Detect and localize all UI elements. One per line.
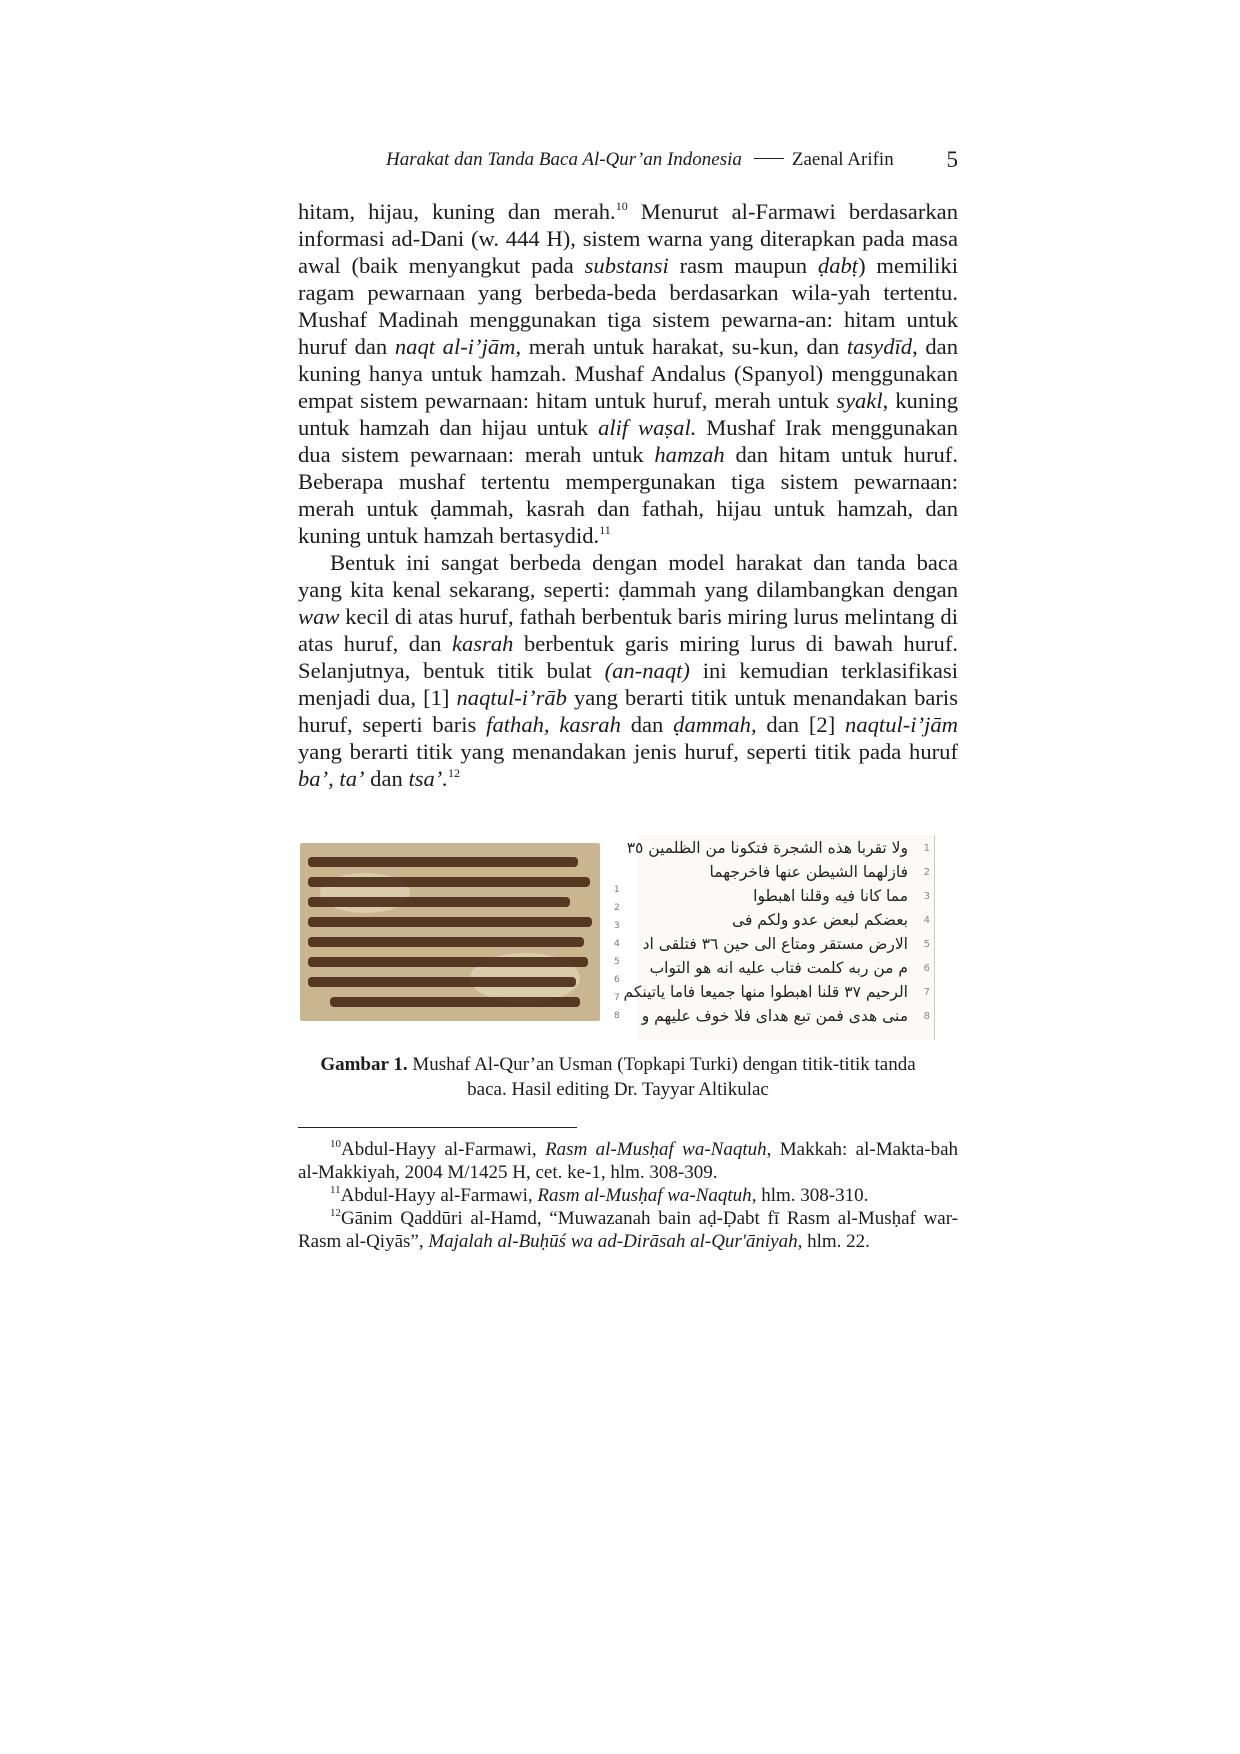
paragraph-2 [298, 549, 958, 792]
line-number: 6 [614, 975, 620, 985]
running-header [386, 142, 958, 178]
text-run: Bentuk ini sangat berbeda dengan model harakat dan tanda baca yang kita kenal sekarang, seperti: ḍammah yang dilambangkan dengan [298, 550, 958, 602]
transcript-line-number: 3 [923, 891, 930, 902]
figure-caption [298, 1052, 938, 1102]
line-number: 3 [614, 921, 620, 931]
transcript-line-number: 1 [923, 843, 930, 854]
footnote-number: 12 [330, 1207, 341, 1219]
footnote-number: 11 [330, 1184, 341, 1196]
text-run: berbentuk garis miring lurus di bawah huruf. Selanjutnya, bentuk titik bulat [298, 631, 958, 683]
manuscript-ink-line [308, 977, 576, 987]
header-dash [754, 158, 784, 159]
footnote-ref-11: 11 [599, 523, 611, 537]
footnote-source-title: Rasm al-Musḥaf wa-Naqtuh [537, 1185, 752, 1206]
footnote-text: Gānim Qaddūri al-Hamd, “Muwazanah bain aḍ-Ḍabt fī Rasm al-Musḥaf war-Rasm al-Qiyās”, [298, 1208, 958, 1252]
footnote-text: , hlm. 22. [797, 1231, 870, 1252]
arabic-text: بعضكم لبعض عدو ولكم فى [732, 911, 908, 929]
text-run: rasm maupun [668, 253, 818, 278]
arabic-text: الرحيم ٣٧ قلنا اهبطوا منها جميعا فاما ياتينكم [623, 983, 908, 1001]
italic-term: alif waṣal. [598, 415, 697, 440]
italic-term: tasydīd [846, 334, 913, 359]
italic-term: tsa’. [408, 766, 448, 791]
italic-term: syakl [836, 388, 883, 413]
manuscript-ink-line [308, 937, 584, 947]
text-run: , merah untuk harakat, su-kun, dan [515, 334, 847, 359]
footnotes [298, 1138, 958, 1253]
arabic-text: م من ربه كلمت فتاب عليه انه هو التواب [649, 959, 908, 977]
text-run: , kuning untuk hamzah dan hijau untuk [298, 388, 958, 440]
footnote-number: 10 [330, 1138, 341, 1150]
caption-line-1 [298, 1052, 938, 1077]
manuscript-ink-line [308, 857, 578, 867]
transcript-line [623, 983, 932, 1007]
footnote-source-title: Rasm al-Musḥaf wa-Naqtuh [545, 1139, 767, 1160]
italic-term: ba’, ta’ [298, 766, 365, 791]
arabic-text: ولا تقربا هذه الشجرة فتكونا من الظلمين ٣٥ [626, 839, 908, 857]
text-run: ) memiliki ragam pewarnaan yang berbeda-beda berdasarkan wila-yah tertentu. Mushaf Madinah menggunakan tiga sistem pewarna-an: hitam untuk huruf dan [298, 253, 958, 359]
line-number: 1 [614, 885, 620, 895]
line-number: 4 [614, 939, 620, 949]
manuscript-ink-line [308, 957, 588, 967]
italic-term: substansi [584, 253, 669, 278]
header-author: Zaenal Arifin [791, 149, 894, 170]
transcript-line-number: 2 [923, 867, 930, 878]
text-run: dan [2] [756, 712, 846, 737]
footnote-10 [298, 1138, 958, 1184]
transcript-line-number: 5 [923, 939, 930, 950]
italic-term: fathah, kasrah [486, 712, 621, 737]
paragraph-1 [298, 198, 958, 549]
italic-term: waw [298, 604, 340, 629]
italic-term: naqtul-i’jām [845, 712, 958, 737]
transcript-line [642, 887, 932, 911]
text-run: dan [620, 712, 674, 737]
text-run: yang berarti titik yang menandakan jenis huruf, seperti titik pada huruf [298, 739, 958, 764]
caption-line-2: baca. Hasil editing Dr. Tayyar Altikulac [467, 1079, 769, 1100]
footnote-source-title: Majalah al-Buḥūś wa ad-Dirāsah al-Qur'āniyah [428, 1231, 798, 1252]
footnote-12 [298, 1207, 958, 1253]
footnote-text: Abdul-Hayy al-Farmawi, [341, 1139, 546, 1160]
footnote-text: , hlm. 308-310. [751, 1185, 869, 1206]
italic-term: ḍammah, [673, 712, 757, 737]
text-run: Menurut al-Farmawi berdasarkan informasi ad-Dani (w. 444 H), sistem warna yang diterapkan pada masa awal (baik menyangkut pada [298, 199, 958, 278]
transcript-line [642, 1007, 932, 1031]
transcript-line-number: 8 [923, 1011, 930, 1022]
text-run: yang berarti titik untuk menandakan baris huruf, seperti baris [298, 685, 958, 737]
text-run: hitam, hijau, kuning dan merah. [298, 199, 616, 224]
manuscript-image [300, 843, 600, 1021]
line-number: 5 [614, 957, 620, 967]
manuscript-ink-line [330, 997, 580, 1007]
transcript-line [642, 911, 932, 935]
arabic-transcription [623, 835, 935, 1040]
line-number: 8 [614, 1011, 620, 1021]
transcript-line-number: 7 [923, 987, 930, 998]
text-run: Mushaf Irak menggunakan dua sistem pewarnaan: merah untuk [298, 415, 958, 467]
transcript-line [642, 935, 932, 959]
caption-label: Gambar 1. [320, 1054, 408, 1075]
body-text [298, 198, 958, 792]
transcript-line-number: 4 [923, 915, 930, 926]
italic-term: ḍabṭ [817, 253, 859, 278]
manuscript-ink-line [308, 897, 570, 907]
manuscript-line-numbers [614, 885, 628, 1029]
manuscript-ink-line [308, 877, 590, 887]
line-number: 2 [614, 903, 620, 913]
transcript-line-number: 6 [923, 963, 930, 974]
italic-term: hamzah [654, 442, 725, 467]
transcript-line [642, 863, 932, 887]
text-run: ini kemudian terklasifikasi menjadi dua, [1] [298, 658, 958, 710]
line-number: 7 [614, 993, 620, 1003]
text-run: dan [364, 766, 409, 791]
arabic-text: مما كانا فيه وقلنا اهبطوا [753, 887, 908, 905]
text-run: kecil di atas huruf, fathah berbentuk baris miring lurus melintang di atas huruf, dan [298, 604, 958, 656]
italic-term: (an-naqt) [604, 658, 690, 683]
figure-1 [298, 835, 938, 1045]
arabic-text: فازلهما الشيطن عنها فاخرجهما [709, 863, 908, 881]
footnote-text: , Makkah: al-Makta-bah al-Makkiyah, 2004 M/1425 H, cet. ke-1, hlm. 308-309. [298, 1139, 959, 1183]
manuscript-ink-line [308, 917, 592, 927]
footnote-11 [298, 1184, 958, 1207]
arabic-text: منى هدى فمن تبع هداى فلا خوف عليهم و [641, 1007, 908, 1025]
page-number: 5 [946, 147, 958, 172]
arabic-text: الارض مستقر ومتاع الى حين ٣٦ فتلقى اد [642, 935, 908, 953]
transcript-line [626, 839, 932, 863]
italic-term: kasrah [451, 631, 514, 656]
italic-term: naqtul-i’rāb [456, 685, 567, 710]
footnote-text: Abdul-Hayy al-Farmawi, [340, 1185, 538, 1206]
transcript-line [642, 959, 932, 983]
footnote-ref-12: 12 [447, 766, 460, 780]
footnote-ref-10: 10 [615, 199, 628, 213]
text-run: dan hitam untuk huruf. Beberapa mushaf tertentu mempergunakan tiga sistem pewarnaan: merah untuk ḍammah, kasrah dan fathah, hijau untuk hamzah, dan kuning untuk hamzah bertasydid. [298, 442, 958, 548]
caption-text: Mushaf Al-Qur’an Usman (Topkapi Turki) dengan titik-titik tanda [407, 1054, 916, 1075]
header-title: Harakat dan Tanda Baca Al-Qur’an Indonesia [386, 149, 742, 170]
footnote-divider [298, 1127, 577, 1128]
italic-term: naqt al-i’jām [394, 334, 516, 359]
text-run: , dan kuning hanya untuk hamzah. Mushaf Andalus (Spanyol) menggunakan empat sistem pewarnaan: hitam untuk huruf, merah untuk [298, 334, 959, 413]
